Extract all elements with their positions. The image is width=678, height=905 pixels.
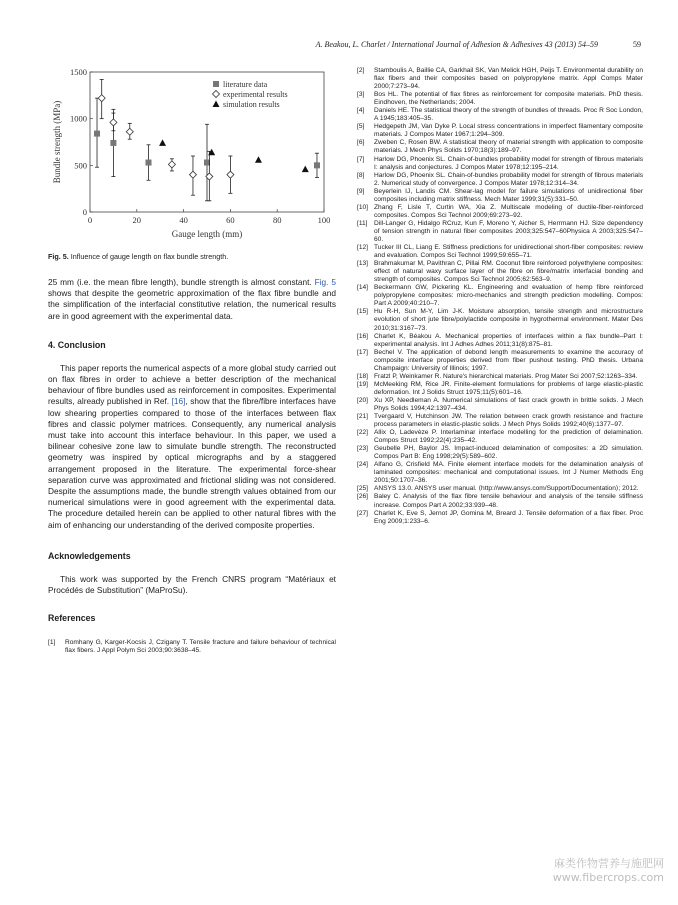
conclusion-paragraph bbox=[48, 363, 336, 531]
reference-number: [13] bbox=[357, 260, 368, 268]
reference-item bbox=[357, 220, 643, 244]
reference-number: [22] bbox=[357, 429, 368, 437]
reference-item bbox=[357, 485, 643, 493]
reference-item bbox=[357, 333, 643, 349]
reference-item bbox=[357, 67, 643, 91]
reference-number: [12] bbox=[357, 244, 368, 252]
legend-label: simulation results bbox=[223, 100, 280, 109]
reference-number: [27] bbox=[357, 509, 368, 517]
reference-item bbox=[357, 510, 643, 526]
reference-text: Tvergaard V, Hutchinson JW. The relation between crack growth resistance and fracture process parameters in elastic-plastic solids. J Mech Phys Solids 1992;40(6):1377–97. bbox=[374, 413, 643, 429]
reference-item bbox=[48, 639, 336, 655]
legend-marker bbox=[213, 81, 219, 87]
data-point bbox=[168, 161, 175, 168]
reference-number: [14] bbox=[357, 284, 368, 292]
conclusion-heading: 4. Conclusion bbox=[48, 339, 106, 350]
reference-number: [19] bbox=[357, 380, 368, 388]
y-tick-label: 0 bbox=[82, 207, 87, 217]
reference-text: Harlow DG, Phoenix SL. Chain-of-bundles probability model for strength of fibrous materials I: analysis and conjectures. J Compos Mater 1978;12:195–214. bbox=[374, 155, 643, 171]
reference-number: [26] bbox=[357, 493, 368, 501]
conclusion-pre: This paper reports the numerical aspects of a more global study carried out on flax fibres in order to achieve a better description of the mechanical behaviour of fibre bundles used as reinforcement in composites. Experimental results, already published in Ref. bbox=[48, 362, 336, 407]
reference-text: Bechel V. The application of debond length measurements to examine the accuracy of composite interface properties derived from fiber pushout testing. PhD thesis. Urbana Champaign: University of Illinois; 1997. bbox=[374, 348, 643, 372]
reference-text: Geubelle PH, Baylor JS. Impact-induced delamination of composites: a 2D simulation. Compos Part B: Eng 1998;29(5):589–602. bbox=[374, 445, 643, 461]
reference-text: Brahmakumar M, Pavithran C, Pillai RM. Coconut fibre reinforced polyethylene composites: effect of natural waxy surface layer of the fibre on fibre/matrix interfacial bonding and strength of composites. Compos Sci Technol 2005;62:563–9. bbox=[374, 260, 643, 284]
fig5-link[interactable]: Fig. 5 bbox=[314, 277, 336, 287]
reference-item bbox=[357, 284, 643, 308]
reference-text: McMeeking RM, Rice JR. Finite-element formulations for problems of large elastic-plastic deformation. Int J Solids Struct 1975;11(5):601–16. bbox=[374, 380, 643, 396]
reference-text: Fratzl P, Weinkamer R. Nature's hierarchical materials. Prog Mater Sci 2007;52:1263–334. bbox=[374, 372, 638, 380]
para1-pre: 25 mm (i.e. the mean fibre length), bundle strength is almost constant. bbox=[48, 277, 312, 287]
data-point bbox=[110, 119, 117, 126]
x-tick-label: 40 bbox=[179, 215, 188, 225]
reference-text: Bos HL. The potential of flax fibres as reinforcement for composite materials. PhD thesis. Eindhoven, the Netherlands; 2004. bbox=[374, 91, 643, 107]
x-tick-label: 100 bbox=[317, 215, 331, 225]
watermark-line1: 麻类作物营养与施肥网 bbox=[554, 857, 664, 870]
reference-text: Hedgepeth JM, Van Dyke P. Local stress concentrations in imperfect filamentary composite materials. J Compos Mater 1967;1:294–309. bbox=[374, 123, 643, 139]
page-number: 59 bbox=[633, 40, 641, 49]
reference-number: [2] bbox=[357, 67, 365, 74]
reference-item bbox=[357, 188, 643, 204]
results-paragraph bbox=[48, 277, 336, 322]
data-point bbox=[159, 139, 166, 146]
reference-number: [24] bbox=[357, 461, 368, 469]
data-point bbox=[255, 156, 262, 163]
reference-text: Zhang F, Lisle T, Curtin WA, Xia Z. Multiscale modeling of ductile-fiber-reinforced composites. Compos Sci Technol 2009;69:273–92. bbox=[374, 203, 643, 219]
data-point bbox=[314, 162, 320, 168]
reference-item bbox=[357, 308, 643, 332]
reference-number: [3] bbox=[357, 91, 365, 99]
data-point bbox=[94, 131, 100, 137]
reference-item bbox=[357, 91, 643, 107]
reference-number: [1] bbox=[48, 639, 56, 647]
references-heading: References bbox=[48, 613, 96, 624]
reference-number: [25] bbox=[357, 485, 368, 493]
reference-text: Tucker III CL, Liang E. Stiffness predictions for unidirectional short-fiber composites: review and evaluation. Compos Sci Technol 1999;59:655–71. bbox=[374, 244, 643, 260]
references-left bbox=[48, 639, 336, 655]
reference-item bbox=[357, 204, 643, 220]
reference-number: [7] bbox=[357, 155, 365, 163]
reference-number: [8] bbox=[357, 171, 365, 179]
reference-number: [17] bbox=[357, 348, 368, 356]
x-tick-label: 0 bbox=[87, 215, 93, 225]
reference-number: [15] bbox=[357, 308, 368, 316]
caption-label: Fig. 5. bbox=[48, 252, 69, 261]
legend-marker bbox=[213, 91, 220, 98]
legend-marker bbox=[213, 101, 220, 108]
reference-number: [6] bbox=[357, 139, 365, 147]
running-header bbox=[0, 40, 678, 54]
data-point bbox=[227, 171, 234, 178]
ref16-link[interactable]: [16] bbox=[171, 396, 186, 407]
reference-text: Allix O, Ladevèze P. Interlaminar interface modelling for the prediction of delamination. Compos Struct 1992;22(4):235–42. bbox=[374, 429, 643, 445]
acknowledgements-text: This work was supported by the French CNRS program “Matériaux et Procédés de Substitution” (MaProSu). bbox=[48, 573, 336, 596]
references-right-column bbox=[357, 67, 643, 526]
reference-number: [5] bbox=[357, 123, 365, 131]
reference-number: [9] bbox=[357, 187, 365, 195]
reference-text: Dill-Langer G, Hidalgo RCruz, Kun F, Moreno Y, Aicher S, Herrmann HJ. Size dependency of tension strength in natural fiber composites 2003;325:547–60Physica A 2003;325:547–60. bbox=[374, 219, 643, 243]
data-point bbox=[146, 160, 152, 166]
reference-text: Charlet K, Eve S, Jernot JP, Gomina M, Breard J. Tensile deformation of a flax fiber. Proc Eng 2009;1:233–6. bbox=[374, 509, 643, 525]
data-point bbox=[98, 95, 105, 102]
reference-text: Beckermann GW, Pickering KL. Engineering and evaluation of hemp fibre reinforced polypropylene composites: micro-mechanics and strength prediction modelling. Compos: Part A 2009;40:210–7. bbox=[374, 284, 643, 308]
reference-text: Harlow DG, Phoenix SL. Chain-of-bundles probability model for strength of fibrous materials 2. Numerical study of convergence. J Compos Mater 1978;12:314–34. bbox=[374, 171, 643, 187]
reference-text: Stamboulis A, Baillie CA, Garkhail SK, Van Melick HGH, Peijs T. Environmental durability on flax fibers and their composites based on polypropylene matrix. Appl Comps Mater 2000;7:273–94. bbox=[374, 67, 643, 91]
y-tick-label: 1500 bbox=[70, 67, 87, 77]
reference-item bbox=[357, 244, 643, 260]
reference-text: Hu R-H, Sun M-Y, Lim J-K. Moisture absorption, tensile strength and microstructure evolution of short jute fibre/polylactide composite in hygrothermal environment. Mater Des 2010;31:3167–73. bbox=[374, 308, 643, 332]
reference-text: Beyerlein IJ, Landis CM. Shear-lag model for failure simulations of unidirectional fiber composites including matrix stiffness. Mech Mater 1999;31(5):331–50. bbox=[374, 187, 643, 203]
left-column bbox=[48, 60, 336, 655]
figure-caption bbox=[48, 252, 336, 261]
reference-item bbox=[357, 461, 643, 485]
legend-label: literature data bbox=[223, 80, 268, 89]
data-point bbox=[302, 166, 309, 173]
y-tick-label: 1000 bbox=[70, 113, 87, 124]
caption-text: Influence of gauge length on flax bundle strength. bbox=[70, 252, 229, 261]
reference-text: Charlet K, Béakou A. Mechanical properties of interfaces within a flax bundle–Part I: experimental analysis. Int J Adhes Adhes 2011;31(8):875–81. bbox=[374, 332, 643, 348]
reference-item bbox=[357, 123, 643, 139]
journal-citation: A. Beakou, L. Charlet / International Journal of Adhesion & Adhesives 43 (2013) 54–59 bbox=[315, 40, 598, 49]
reference-item bbox=[357, 349, 643, 373]
figure-5 bbox=[48, 60, 336, 250]
para1-post: shows that despite the geometric approximation of the flax fibre bundle and the simplification of the interfacial constitutive relation, the numerical results are in good agreement with the experimental data. bbox=[48, 288, 336, 321]
reference-text: Romhany G, Karger-Kocsis J, Czigany T. Tensile fracture and failure behaviour of technical flax fibers. J Appl Polym Sci 2003;90:3638–45. bbox=[65, 639, 336, 655]
y-tick-label: 500 bbox=[74, 160, 87, 171]
reference-number: [23] bbox=[357, 445, 368, 453]
reference-number: [20] bbox=[357, 396, 368, 404]
reference-number: [16] bbox=[357, 332, 368, 340]
reference-item bbox=[357, 397, 643, 413]
conclusion-post: , show that the fibre/fibre interfaces have low shearing properties compared to those of the interfaces between flax fibres and classic polymer matrices. Consequently, any numerical analysis must take into account this interface behaviour. In this paper, we used a bilinear cohesive zone law to simulate bundle strength. The reconstructed geometry was inspired by optical micrographs and by a staggered arrangement proposed in the literature. The experimental force-shear separation curve was approximated and frictional sliding was not considered. Despite the assumptions made, the bundle strength values obtained from our numerical simulations were in good agreement with the experimental data. The procedure detailed herein can be applied to other natural fibres with the aim of enhancing our understanding of the derived composite properties. bbox=[48, 396, 336, 530]
watermark bbox=[553, 857, 664, 885]
reference-item bbox=[357, 172, 643, 188]
data-point bbox=[126, 128, 133, 135]
reference-item bbox=[357, 493, 643, 509]
legend-label: experimental results bbox=[223, 90, 288, 99]
reference-item bbox=[357, 139, 643, 155]
y-axis-label: Bundle strength (MPa) bbox=[52, 100, 62, 184]
reference-number: [21] bbox=[357, 413, 368, 421]
x-tick-label: 60 bbox=[226, 215, 235, 225]
reference-text: ANSYS 13.0. ANSYS user manual. ⟨http://www.ansys.com/Support/Documentation⟩; 2012. bbox=[374, 485, 639, 493]
reference-text: Xu XP, Needleman A. Numerical simulations of fast crack growth in brittle solids. J Mech Phys Solids 1994;42:1397–434. bbox=[374, 396, 643, 412]
bundle-strength-chart bbox=[48, 60, 336, 250]
reference-item bbox=[357, 381, 643, 397]
reference-item bbox=[357, 156, 643, 172]
reference-item bbox=[357, 373, 643, 381]
reference-item bbox=[357, 445, 643, 461]
data-point bbox=[110, 140, 116, 146]
reference-number: [10] bbox=[357, 203, 368, 211]
reference-text: Alfano G, Crisfield MA. Finite element interface models for the delamination analysis of laminated composites: mechanical and computational issues. Int J Numer Methods Eng 2001;50:1707–36. bbox=[374, 461, 643, 485]
reference-text: Baley C. Analysis of the flax fibre tensile behaviour and analysis of the tensile stiffness increase. Compos Part A 2002;33:939–48. bbox=[374, 493, 643, 509]
reference-item bbox=[357, 260, 643, 284]
x-tick-label: 80 bbox=[272, 215, 282, 225]
data-point bbox=[189, 171, 196, 178]
x-axis-label: Gauge length (mm) bbox=[171, 229, 243, 239]
x-tick-label: 20 bbox=[132, 215, 142, 225]
reference-item bbox=[357, 107, 643, 123]
reference-number: [4] bbox=[357, 107, 365, 115]
acknowledgements-heading: Acknowledgements bbox=[48, 550, 131, 561]
reference-number: [11] bbox=[357, 219, 368, 227]
reference-text: Daniels HE. The statistical theory of the strength of bundles of threads. Proc R Soc London, A 1945;183:405–35. bbox=[374, 107, 643, 123]
reference-text: Zweben C, Rosen BW. A statistical theory of material strength with application to composite materials. J Mech Phys Solids 1970;18(3):189–97. bbox=[374, 139, 643, 155]
watermark-line2: www.fibercrops.com bbox=[552, 871, 664, 884]
reference-number: [18] bbox=[357, 372, 368, 380]
reference-item bbox=[357, 429, 643, 445]
reference-item bbox=[357, 413, 643, 429]
